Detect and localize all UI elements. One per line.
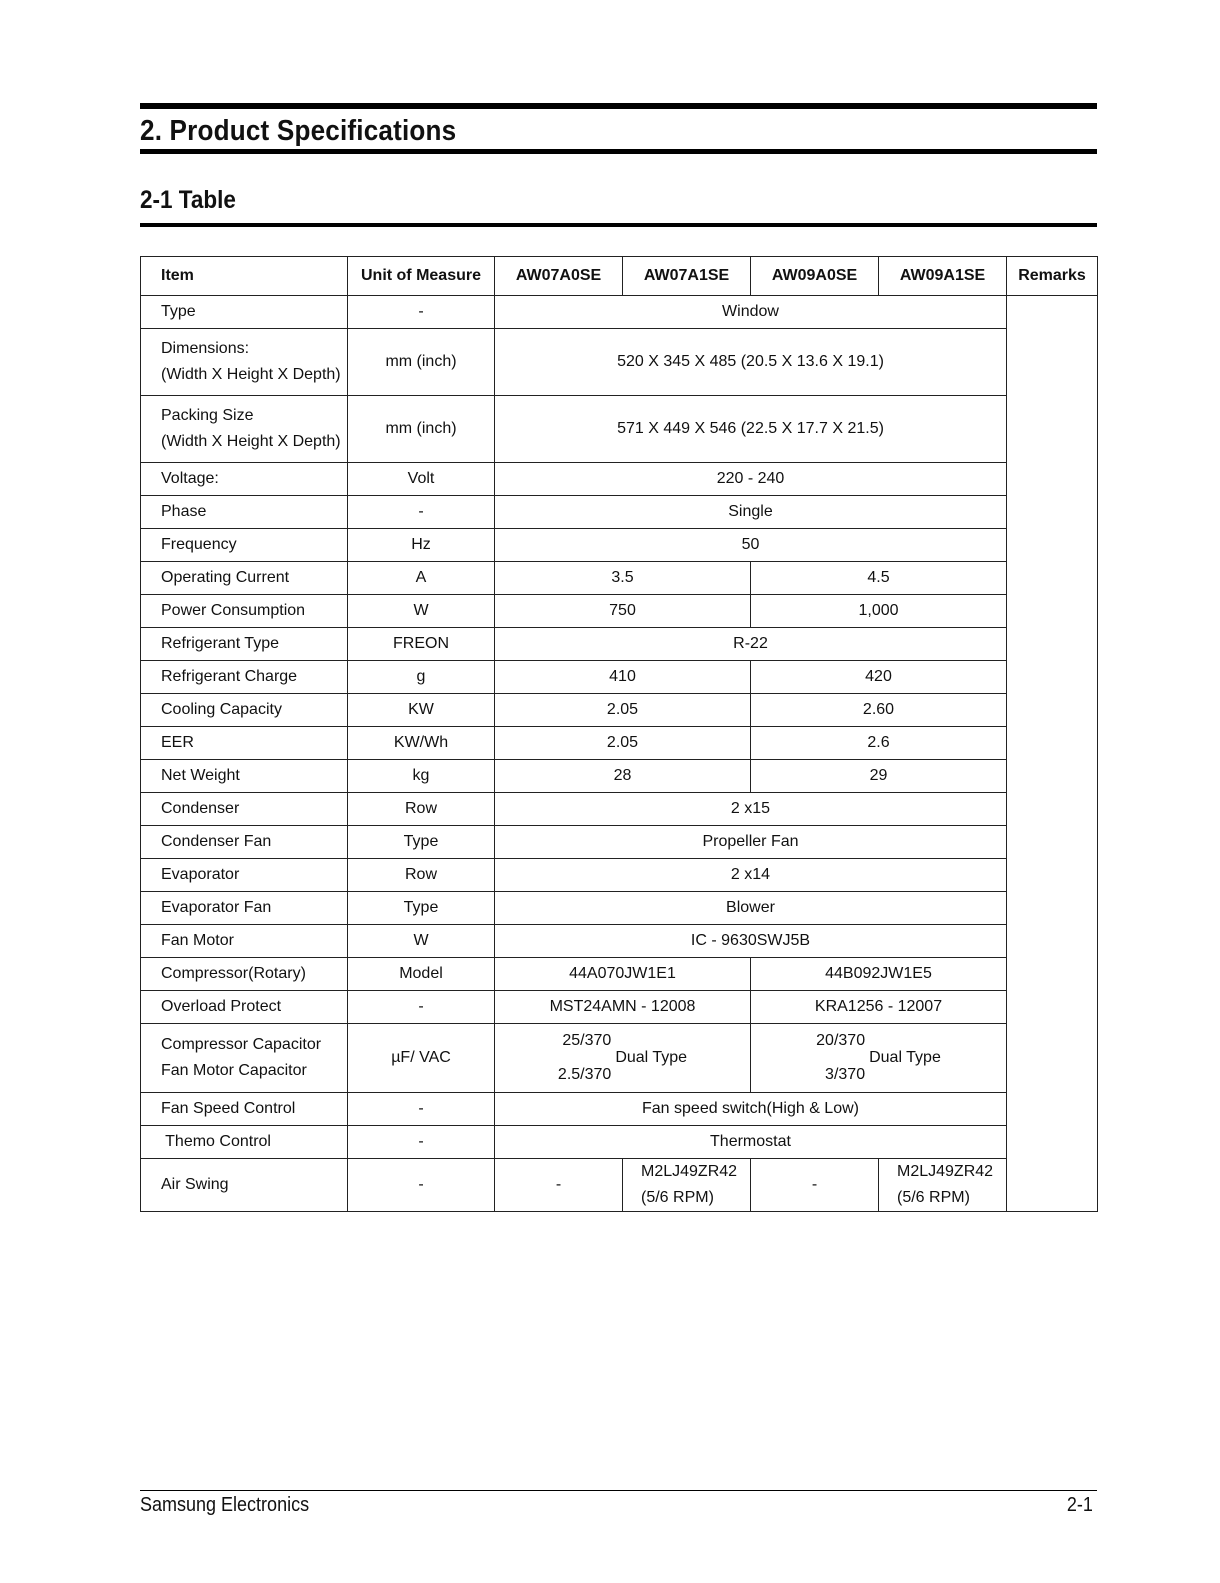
row-unit: Row: [348, 859, 495, 892]
row-value-09: 1,000: [751, 595, 1007, 628]
footer-company: Samsung Electronics: [140, 1494, 310, 1516]
row-value: 520 X 345 X 485 (20.5 X 13.6 X 19.1): [495, 329, 1007, 396]
row-value-07: 28: [495, 760, 751, 793]
row-unit: FREON: [348, 628, 495, 661]
row-label: Power Consumption: [141, 595, 348, 628]
row-value-09: [751, 1024, 1007, 1093]
header-model-aw09a1se: AW09A1SE: [879, 257, 1007, 296]
row-unit: g: [348, 661, 495, 694]
air-swing-model: M2LJ49ZR42: [641, 1163, 738, 1180]
row-label: Fan Speed Control: [141, 1093, 348, 1126]
header-unit: Unit of Measure: [348, 257, 495, 296]
row-label: Net Weight: [141, 760, 348, 793]
row-value: 2 x15: [495, 793, 1007, 826]
table-row-fan-speed-control: [141, 1093, 1098, 1126]
table-row-refrigerant-type: [141, 628, 1098, 661]
capacitor-values-09: [816, 1024, 865, 1092]
row-value: Propeller Fan: [495, 826, 1007, 859]
row-label: EER: [141, 727, 348, 760]
row-label: Air Swing: [141, 1159, 348, 1212]
subsection-title-rule: [140, 223, 1097, 227]
row-value-09: 4.5: [751, 562, 1007, 595]
row-label: [141, 396, 348, 463]
table-row-frequency: [141, 529, 1098, 562]
table-row-capacitor: [141, 1024, 1098, 1093]
footer-page-number: 2-1: [1066, 1494, 1093, 1516]
row-label: [141, 329, 348, 396]
row-value: Single: [495, 496, 1007, 529]
spec-table: [140, 256, 1098, 1212]
row-value-09: 44B092JW1E5: [751, 958, 1007, 991]
row-label-line2: Fan Motor Capacitor: [161, 1062, 307, 1079]
table-row-thermo-control: [141, 1126, 1098, 1159]
air-swing-aw07a1se: [623, 1159, 751, 1212]
row-value: 571 X 449 X 546 (22.5 X 17.7 X 21.5): [495, 396, 1007, 463]
row-value: R-22: [495, 628, 1007, 661]
table-row-net-weight: [141, 760, 1098, 793]
air-swing-rpm: (5/6 RPM): [641, 1189, 714, 1206]
row-label: Cooling Capacity: [141, 694, 348, 727]
table-row-voltage: [141, 463, 1098, 496]
row-value: 2 x14: [495, 859, 1007, 892]
capacitor-group-09: [816, 1024, 941, 1092]
remarks-cell: [1007, 296, 1098, 1212]
row-unit: Row: [348, 793, 495, 826]
compressor-capacitor-09: 20/370: [816, 1032, 866, 1049]
row-label-line1: Packing Size: [161, 407, 254, 424]
air-swing-aw07a0se: -: [495, 1159, 623, 1212]
row-label: Refrigerant Charge: [141, 661, 348, 694]
row-label: Operating Current: [141, 562, 348, 595]
row-value-09: 420: [751, 661, 1007, 694]
row-label: Themo Control: [141, 1126, 348, 1159]
table-row-cooling-capacity: [141, 694, 1098, 727]
row-unit: KW/Wh: [348, 727, 495, 760]
row-unit: -: [348, 496, 495, 529]
row-value: 50: [495, 529, 1007, 562]
row-unit: W: [348, 925, 495, 958]
fan-capacitor-09: 3/370: [825, 1066, 866, 1083]
row-label: Evaporator: [141, 859, 348, 892]
row-label-line2: (Width X Height X Depth): [161, 433, 341, 450]
row-label: Type: [141, 296, 348, 329]
air-swing-aw09a0se: -: [751, 1159, 879, 1212]
air-swing-aw09a1se: [879, 1159, 1007, 1212]
row-unit: Hz: [348, 529, 495, 562]
row-label: Compressor(Rotary): [141, 958, 348, 991]
row-label: Overload Protect: [141, 991, 348, 1024]
row-value: Window: [495, 296, 1007, 329]
row-label-line1: Dimensions:: [161, 340, 250, 357]
air-swing-rpm: (5/6 RPM): [897, 1189, 970, 1206]
capacitor-type-07: Dual Type: [615, 1049, 688, 1066]
section-title-rule: [140, 149, 1097, 154]
row-value: 220 - 240: [495, 463, 1007, 496]
table-row-fan-motor: [141, 925, 1098, 958]
row-value-07: 44A070JW1E1: [495, 958, 751, 991]
row-value-07: 3.5: [495, 562, 751, 595]
row-unit: µF/ VAC: [348, 1024, 495, 1093]
subsection-title: 2-1 Table: [140, 186, 236, 214]
row-value-07: 2.05: [495, 694, 751, 727]
row-value: IC - 9630SWJ5B: [495, 925, 1007, 958]
row-unit: A: [348, 562, 495, 595]
header-model-aw07a1se: AW07A1SE: [623, 257, 751, 296]
table-header-row: [141, 257, 1098, 296]
table-row-operating-current: [141, 562, 1098, 595]
row-unit: -: [348, 1093, 495, 1126]
row-unit: Volt: [348, 463, 495, 496]
row-value: Fan speed switch(High & Low): [495, 1093, 1007, 1126]
row-value-07: 410: [495, 661, 751, 694]
row-label: [141, 1024, 348, 1093]
table-row-compressor: [141, 958, 1098, 991]
table-row-phase: [141, 496, 1098, 529]
row-value: Thermostat: [495, 1126, 1007, 1159]
row-value-07: [495, 1024, 751, 1093]
header-model-aw09a0se: AW09A0SE: [751, 257, 879, 296]
section-title: 2. Product Specifications: [140, 115, 457, 147]
table-row-packing-size: [141, 396, 1098, 463]
top-rule: [140, 103, 1097, 109]
table-row-evaporator-fan: [141, 892, 1098, 925]
capacitor-values-07: [558, 1024, 611, 1092]
fan-capacitor-07: 2.5/370: [557, 1066, 612, 1083]
table-row-overload-protect: [141, 991, 1098, 1024]
row-label: Fan Motor: [141, 925, 348, 958]
row-label: Refrigerant Type: [141, 628, 348, 661]
row-unit: Type: [348, 826, 495, 859]
row-unit: -: [348, 296, 495, 329]
compressor-capacitor-07: 25/370: [562, 1032, 612, 1049]
row-label: Frequency: [141, 529, 348, 562]
row-value-09: 29: [751, 760, 1007, 793]
row-label-line2: (Width X Height X Depth): [161, 366, 341, 383]
header-remarks: Remarks: [1007, 257, 1098, 296]
capacitor-group-07: [558, 1024, 687, 1092]
row-value-07: 2.05: [495, 727, 751, 760]
row-label: Condenser Fan: [141, 826, 348, 859]
row-unit: KW: [348, 694, 495, 727]
table-row-condenser: [141, 793, 1098, 826]
table-row-air-swing: [141, 1159, 1098, 1212]
row-value-07: MST24AMN - 12008: [495, 991, 751, 1024]
row-value: Blower: [495, 892, 1007, 925]
table-row-dimensions: [141, 329, 1098, 396]
row-label: Condenser: [141, 793, 348, 826]
table-row-power-consumption: [141, 595, 1098, 628]
table-row-eer: [141, 727, 1098, 760]
row-label-line1: Compressor Capacitor: [161, 1036, 322, 1053]
row-unit: -: [348, 1159, 495, 1212]
header-item: Item: [141, 257, 348, 296]
row-unit: mm (inch): [348, 329, 495, 396]
row-unit: -: [348, 991, 495, 1024]
table-row-condenser-fan: [141, 826, 1098, 859]
table-row-type: [141, 296, 1098, 329]
row-unit: Model: [348, 958, 495, 991]
table-row-refrigerant-charge: [141, 661, 1098, 694]
row-unit: kg: [348, 760, 495, 793]
row-value-09: 2.60: [751, 694, 1007, 727]
row-value-09: KRA1256 - 12007: [751, 991, 1007, 1024]
row-unit: -: [348, 1126, 495, 1159]
capacitor-type-09: Dual Type: [869, 1049, 941, 1066]
row-unit: mm (inch): [348, 396, 495, 463]
row-label: Phase: [141, 496, 348, 529]
header-model-aw07a0se: AW07A0SE: [495, 257, 623, 296]
air-swing-model: M2LJ49ZR42: [897, 1163, 994, 1180]
row-label: Voltage:: [141, 463, 348, 496]
table-row-evaporator: [141, 859, 1098, 892]
row-value-09: 2.6: [751, 727, 1007, 760]
row-label: Evaporator Fan: [141, 892, 348, 925]
row-value-07: 750: [495, 595, 751, 628]
row-unit: Type: [348, 892, 495, 925]
row-unit: W: [348, 595, 495, 628]
footer-rule: [140, 1490, 1097, 1491]
